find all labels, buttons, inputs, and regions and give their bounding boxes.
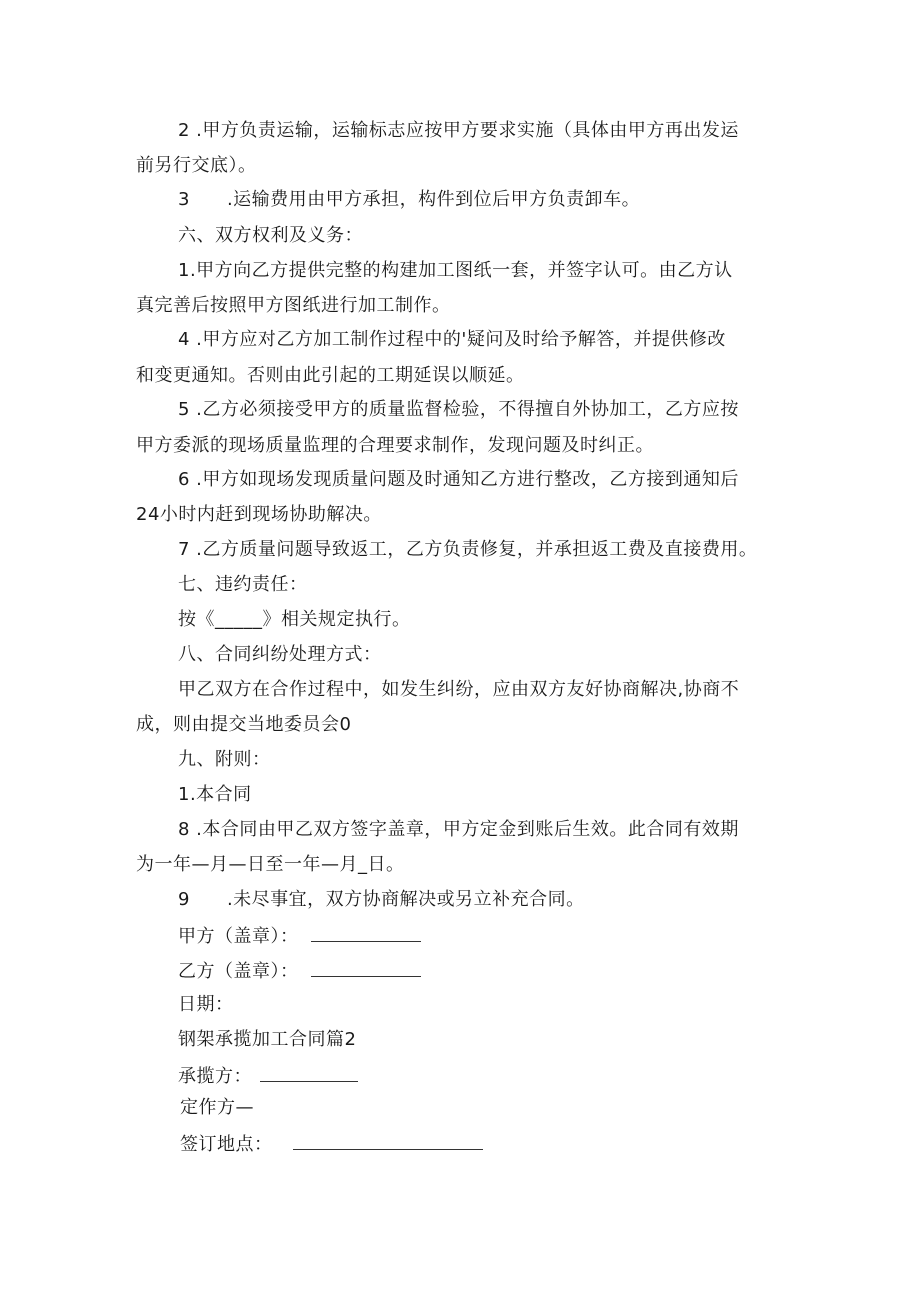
signature-line-party-b bbox=[178, 958, 421, 984]
body-line: 为一年—月—日至一年—月_日。 bbox=[136, 854, 405, 875]
signing-place-line bbox=[180, 1131, 483, 1157]
signature-blank bbox=[311, 923, 421, 942]
contractor-blank bbox=[260, 1063, 358, 1082]
body-line: 真完善后按照甲方图纸进行加工制作。 bbox=[136, 295, 451, 316]
signature-blank bbox=[311, 958, 421, 977]
signing-place-blank bbox=[293, 1131, 483, 1150]
body-line: 5 .乙方必须接受甲方的质量监督检验，不得擅自外协加工，乙方应按 bbox=[178, 399, 739, 420]
body-line: 3 .运输费用由甲方承担，构件到位后甲方负责卸车。 bbox=[178, 189, 641, 210]
signature-label: 乙方（盖章）： bbox=[178, 961, 299, 982]
body-line: 成，则由提交当地委员会0 bbox=[136, 714, 352, 735]
section-title: 钢架承揽加工合同篇2 bbox=[178, 1029, 357, 1050]
body-line: 9 .未尽事宜，双方协商解决或另立补充合同。 bbox=[178, 889, 585, 910]
client-line: 定作方— bbox=[180, 1097, 254, 1118]
signing-place-label: 签订地点： bbox=[180, 1134, 273, 1155]
body-line: 和变更通知。否则由此引起的工期延误以顺延。 bbox=[136, 365, 525, 386]
signature-line-party-a bbox=[178, 923, 421, 949]
section-heading: 七、违约责任： bbox=[178, 574, 308, 595]
body-line: 24小时内赶到现场协助解决。 bbox=[136, 504, 382, 525]
body-line: 甲乙双方在合作过程中，如发生纠纷，应由双方友好协商解决,协商不 bbox=[178, 679, 740, 700]
signature-label: 甲方（盖章）： bbox=[178, 926, 299, 947]
contractor-label: 承揽方： bbox=[178, 1066, 252, 1087]
date-label: 日期： bbox=[178, 994, 234, 1015]
body-line: 8 .本合同由甲乙双方签字盖章，甲方定金到账后生效。此合同有效期 bbox=[178, 819, 739, 840]
body-line: 2 .甲方负责运输，运输标志应按甲方要求实施（具体由甲方再出发运 bbox=[178, 120, 739, 141]
body-line: 1.甲方向乙方提供完整的构建加工图纸一套，并签字认可。由乙方认 bbox=[178, 260, 733, 281]
body-line: 7 .乙方质量问题导致返工，乙方负责修复，并承担返工费及直接费用。 bbox=[178, 539, 758, 560]
body-line: 甲方委派的现场质量监理的合理要求制作，发现问题及时纠正。 bbox=[136, 435, 654, 456]
body-line: 4 .甲方应对乙方加工制作过程中的'疑问及时给予解答，并提供修改 bbox=[178, 329, 726, 350]
section-heading: 八、合同纠纷处理方式： bbox=[178, 644, 382, 665]
body-line: 前另行交底）。 bbox=[136, 155, 257, 176]
body-line: 按《_____》相关规定执行。 bbox=[178, 609, 411, 630]
body-line: 1.本合同 bbox=[178, 784, 252, 805]
contractor-line bbox=[178, 1063, 358, 1089]
body-line: 6 .甲方如现场发现质量问题及时通知乙方进行整改，乙方接到通知后 bbox=[178, 469, 739, 490]
section-heading: 九、附则： bbox=[178, 749, 271, 770]
section-heading: 六、双方权利及义务： bbox=[178, 225, 363, 246]
